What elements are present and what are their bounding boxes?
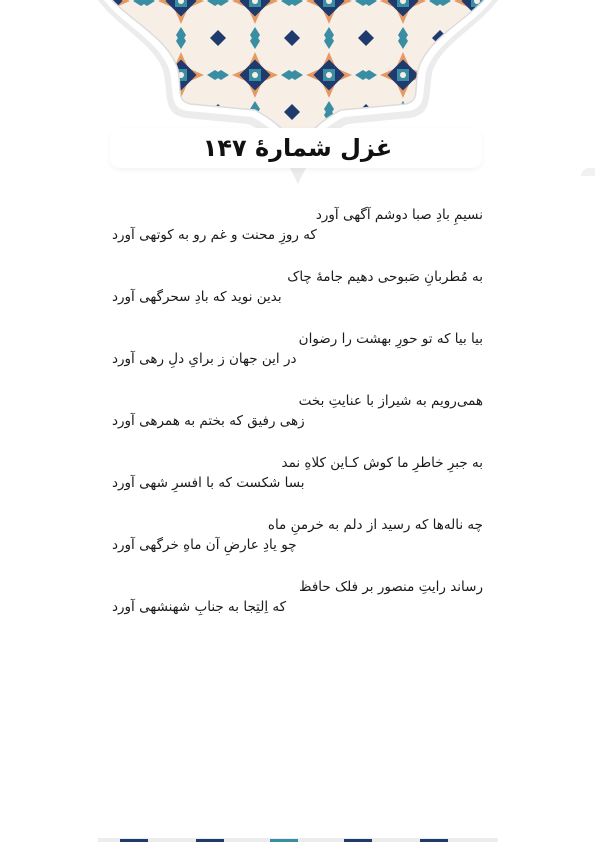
hemistich-first: همی‌رویم به شیراز با عنایتِ بخت <box>298 393 483 409</box>
hemistich-second: بدین نوید که بادِ سحرگهی آورد <box>112 289 282 305</box>
hemistich-first: به جبرِ خاطرِ ما کوش کـاین کلاهِ نمد <box>281 455 483 471</box>
hemistich-second: بسا شکست که با افسرِ شهی آورد <box>112 475 305 491</box>
hemistich-first: به مُطربانِ صَبوحی دهیم جامهٔ چاک <box>287 269 483 285</box>
couplet <box>112 329 483 391</box>
hemistich-first: بیا بیا که تو حورِ بهشت را رضوان <box>298 331 483 347</box>
hemistich-first: چه ناله‌ها که رسید از دلم به خرمنِ ماه <box>267 517 483 533</box>
page-edge-decoration <box>581 168 595 176</box>
hemistich-second: که روزِ محنت و غم رو به کوتهی آورد <box>112 227 317 243</box>
couplet <box>112 515 483 577</box>
poem <box>112 205 483 639</box>
hemistich-first: نسیمِ بادِ صبا دوشم آگهی آورد <box>315 207 483 223</box>
couplet <box>112 453 483 515</box>
hemistich-second: زهی رفیق که بختم به همرهی آورد <box>112 413 305 429</box>
hemistich-second: چو یادِ عارضِ آن ماهِ خرگهی آورد <box>112 537 297 553</box>
hemistich-second: در این جهان ز برایِ دلِ رهی آورد <box>112 351 297 367</box>
couplet <box>112 205 483 267</box>
page-title: غزل شمارهٔ ۱۴۷ <box>202 134 393 162</box>
couplet <box>112 577 483 639</box>
footer-ornament <box>0 836 595 842</box>
couplet <box>112 391 483 453</box>
couplet <box>112 267 483 329</box>
hemistich-second: که اِلتِجا به جنابِ شهنشهی آورد <box>112 599 287 615</box>
hemistich-first: رساند رایتِ منصور بر فلک حافظ <box>299 579 483 595</box>
